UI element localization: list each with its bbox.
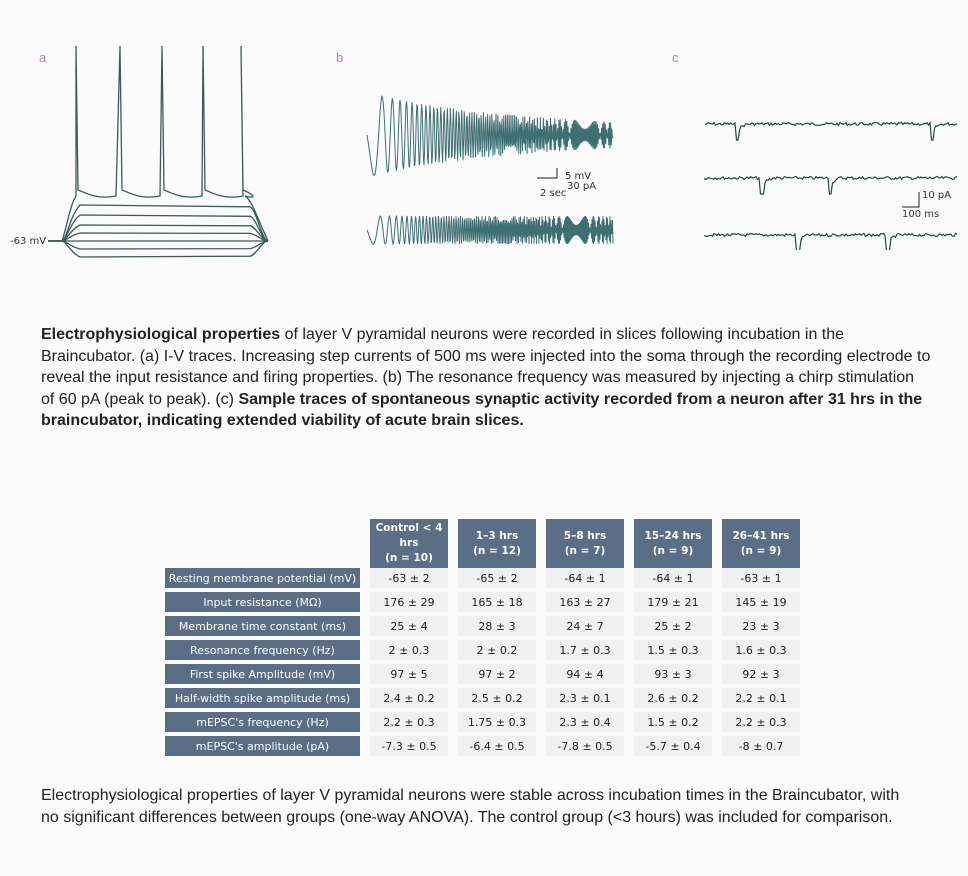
panel-c-letter: c	[672, 50, 679, 65]
table-cell: 145 ± 19	[722, 592, 810, 616]
table-row	[165, 568, 810, 592]
scale-bar-c	[902, 192, 919, 207]
row-label: Half-width spike amplitude (ms)	[165, 688, 370, 712]
table-row	[165, 616, 810, 640]
column-name: 1–3 hrs	[475, 529, 519, 542]
column-name: Control < 4 hrs	[375, 522, 443, 549]
column-name: 5–8 hrs	[563, 529, 607, 542]
figure-caption	[41, 324, 931, 432]
table-cell: -8 ± 0.7	[722, 736, 810, 760]
scale-b-time: 2 sec	[540, 188, 567, 199]
table-cell: 165 ± 18	[458, 592, 546, 616]
table-cell: -64 ± 1	[634, 568, 722, 592]
table-cell: -64 ± 1	[546, 568, 634, 592]
table-row	[165, 592, 810, 616]
iv-trace	[48, 205, 268, 241]
caption-bold-tail: Sample traces of spontaneous synaptic activity recorded from a neuron after 31 hrs in the braincubator, indicating extended viability of acute brain slices.	[41, 390, 923, 429]
table-cell: 24 ± 7	[546, 616, 634, 640]
row-label: Resting membrane potential (mV)	[165, 568, 370, 592]
column-header	[458, 519, 546, 568]
chirp-current-trace	[367, 216, 613, 244]
column-header	[370, 519, 458, 568]
table-cell: -63 ± 1	[722, 568, 810, 592]
caption-text: of layer V pyramidal neurons were recorded in slices following incubation in the Braincubator. (a) I-V traces. Increasing step currents of 500 ms were injected into the soma through the recording electrode to reveal the input resistance and firing properties. (b) The resonance frequency was measured by injecting a chirp stimulation of 60 pA (peak to peak). (c)	[41, 326, 931, 408]
table-row	[165, 640, 810, 664]
scale-c-pa: 10 pA	[922, 190, 952, 201]
table-cell: -63 ± 2	[370, 568, 458, 592]
spontaneous-trace	[705, 123, 957, 141]
iv-trace	[48, 233, 268, 241]
properties-table	[165, 519, 810, 760]
table-cell: 25 ± 4	[370, 616, 458, 640]
column-n: (n = 12)	[473, 544, 521, 557]
scale-b-pa: 30 pA	[567, 181, 597, 192]
table-cell: 28 ± 3	[458, 616, 546, 640]
table-cell: 93 ± 3	[634, 664, 722, 688]
table-cell: 2.4 ± 0.2	[370, 688, 458, 712]
column-n: (n = 9)	[652, 544, 694, 557]
iv-trace	[48, 241, 268, 249]
column-header	[634, 519, 722, 568]
row-label: Resonance frequency (Hz)	[165, 640, 370, 664]
table-header-row	[165, 519, 810, 568]
table-cell: -6.4 ± 0.5	[458, 736, 546, 760]
table-cell: 94 ± 4	[546, 664, 634, 688]
table-cell: 1.7 ± 0.3	[546, 640, 634, 664]
conclusion-text: Electrophysiological properties of layer V pyramidal neurons were stable across incubation times in the Braincubator, with no significant differences between groups (one-way ANOVA). The control group (<3 hours) was included for comparison.	[41, 787, 900, 826]
table-row	[165, 712, 810, 736]
table-cell: 176 ± 29	[370, 592, 458, 616]
scale-b-mv: 5 mV	[565, 171, 592, 182]
table-cell: -5.7 ± 0.4	[634, 736, 722, 760]
table-cell: 97 ± 2	[458, 664, 546, 688]
table-cell: -7.3 ± 0.5	[370, 736, 458, 760]
table-cell: 2.6 ± 0.2	[634, 688, 722, 712]
table-cell: 23 ± 3	[722, 616, 810, 640]
table-cell: -7.8 ± 0.5	[546, 736, 634, 760]
scale-bar-b	[537, 168, 557, 178]
table-cell: 1.5 ± 0.2	[634, 712, 722, 736]
column-n: (n = 10)	[385, 552, 433, 564]
spiking-trace	[62, 46, 268, 241]
table-cell: 2.2 ± 0.1	[722, 688, 810, 712]
table-cell: 2.3 ± 0.1	[546, 688, 634, 712]
table-cell: 1.6 ± 0.3	[722, 640, 810, 664]
caption-bold-lead: Electrophysiological properties	[41, 326, 281, 343]
table-cell: 2 ± 0.2	[458, 640, 546, 664]
column-name: 26–41 hrs	[732, 529, 790, 542]
spontaneous-trace	[705, 234, 957, 251]
panel-a-letter: a	[39, 50, 47, 65]
table-corner	[165, 519, 370, 568]
row-label: Membrane time constant (ms)	[165, 616, 370, 640]
table-cell: -65 ± 2	[458, 568, 546, 592]
chirp-voltage-trace	[367, 96, 613, 175]
figure-panels	[0, 0, 968, 290]
row-label: mEPSC's frequency (Hz)	[165, 712, 370, 736]
table-cell: 2.5 ± 0.2	[458, 688, 546, 712]
table-cell: 1.75 ± 0.3	[458, 712, 546, 736]
table-cell: 163 ± 27	[546, 592, 634, 616]
iv-trace	[48, 215, 268, 241]
row-label: Input resistance (MΩ)	[165, 592, 370, 616]
scale-c-time: 100 ms	[902, 209, 940, 220]
column-header	[546, 519, 634, 568]
column-n: (n = 7)	[564, 544, 606, 557]
column-header	[722, 519, 810, 568]
table-row	[165, 736, 810, 760]
table-body	[165, 568, 810, 760]
column-n: (n = 9)	[740, 544, 782, 557]
table-cell: 92 ± 3	[722, 664, 810, 688]
column-name: 15–24 hrs	[644, 529, 702, 542]
table-row	[165, 688, 810, 712]
resting-potential-label: -63 mV	[10, 236, 47, 247]
row-label: First spike Amplitude (mV)	[165, 664, 370, 688]
spontaneous-trace	[705, 177, 957, 195]
table-cell: 2 ± 0.3	[370, 640, 458, 664]
table-cell: 1.5 ± 0.3	[634, 640, 722, 664]
table-cell: 179 ± 21	[634, 592, 722, 616]
spontaneous-activity-plot	[700, 100, 965, 250]
iv-traces-plot	[0, 0, 300, 290]
table-cell: 97 ± 5	[370, 664, 458, 688]
table-cell: 25 ± 2	[634, 616, 722, 640]
row-label: mEPSC's amplitude (pA)	[165, 736, 370, 760]
table-row	[165, 664, 810, 688]
table-cell: 2.2 ± 0.3	[722, 712, 810, 736]
table-cell: 2.3 ± 0.4	[546, 712, 634, 736]
panel-b-letter: b	[336, 50, 344, 65]
table-cell: 2.2 ± 0.3	[370, 712, 458, 736]
